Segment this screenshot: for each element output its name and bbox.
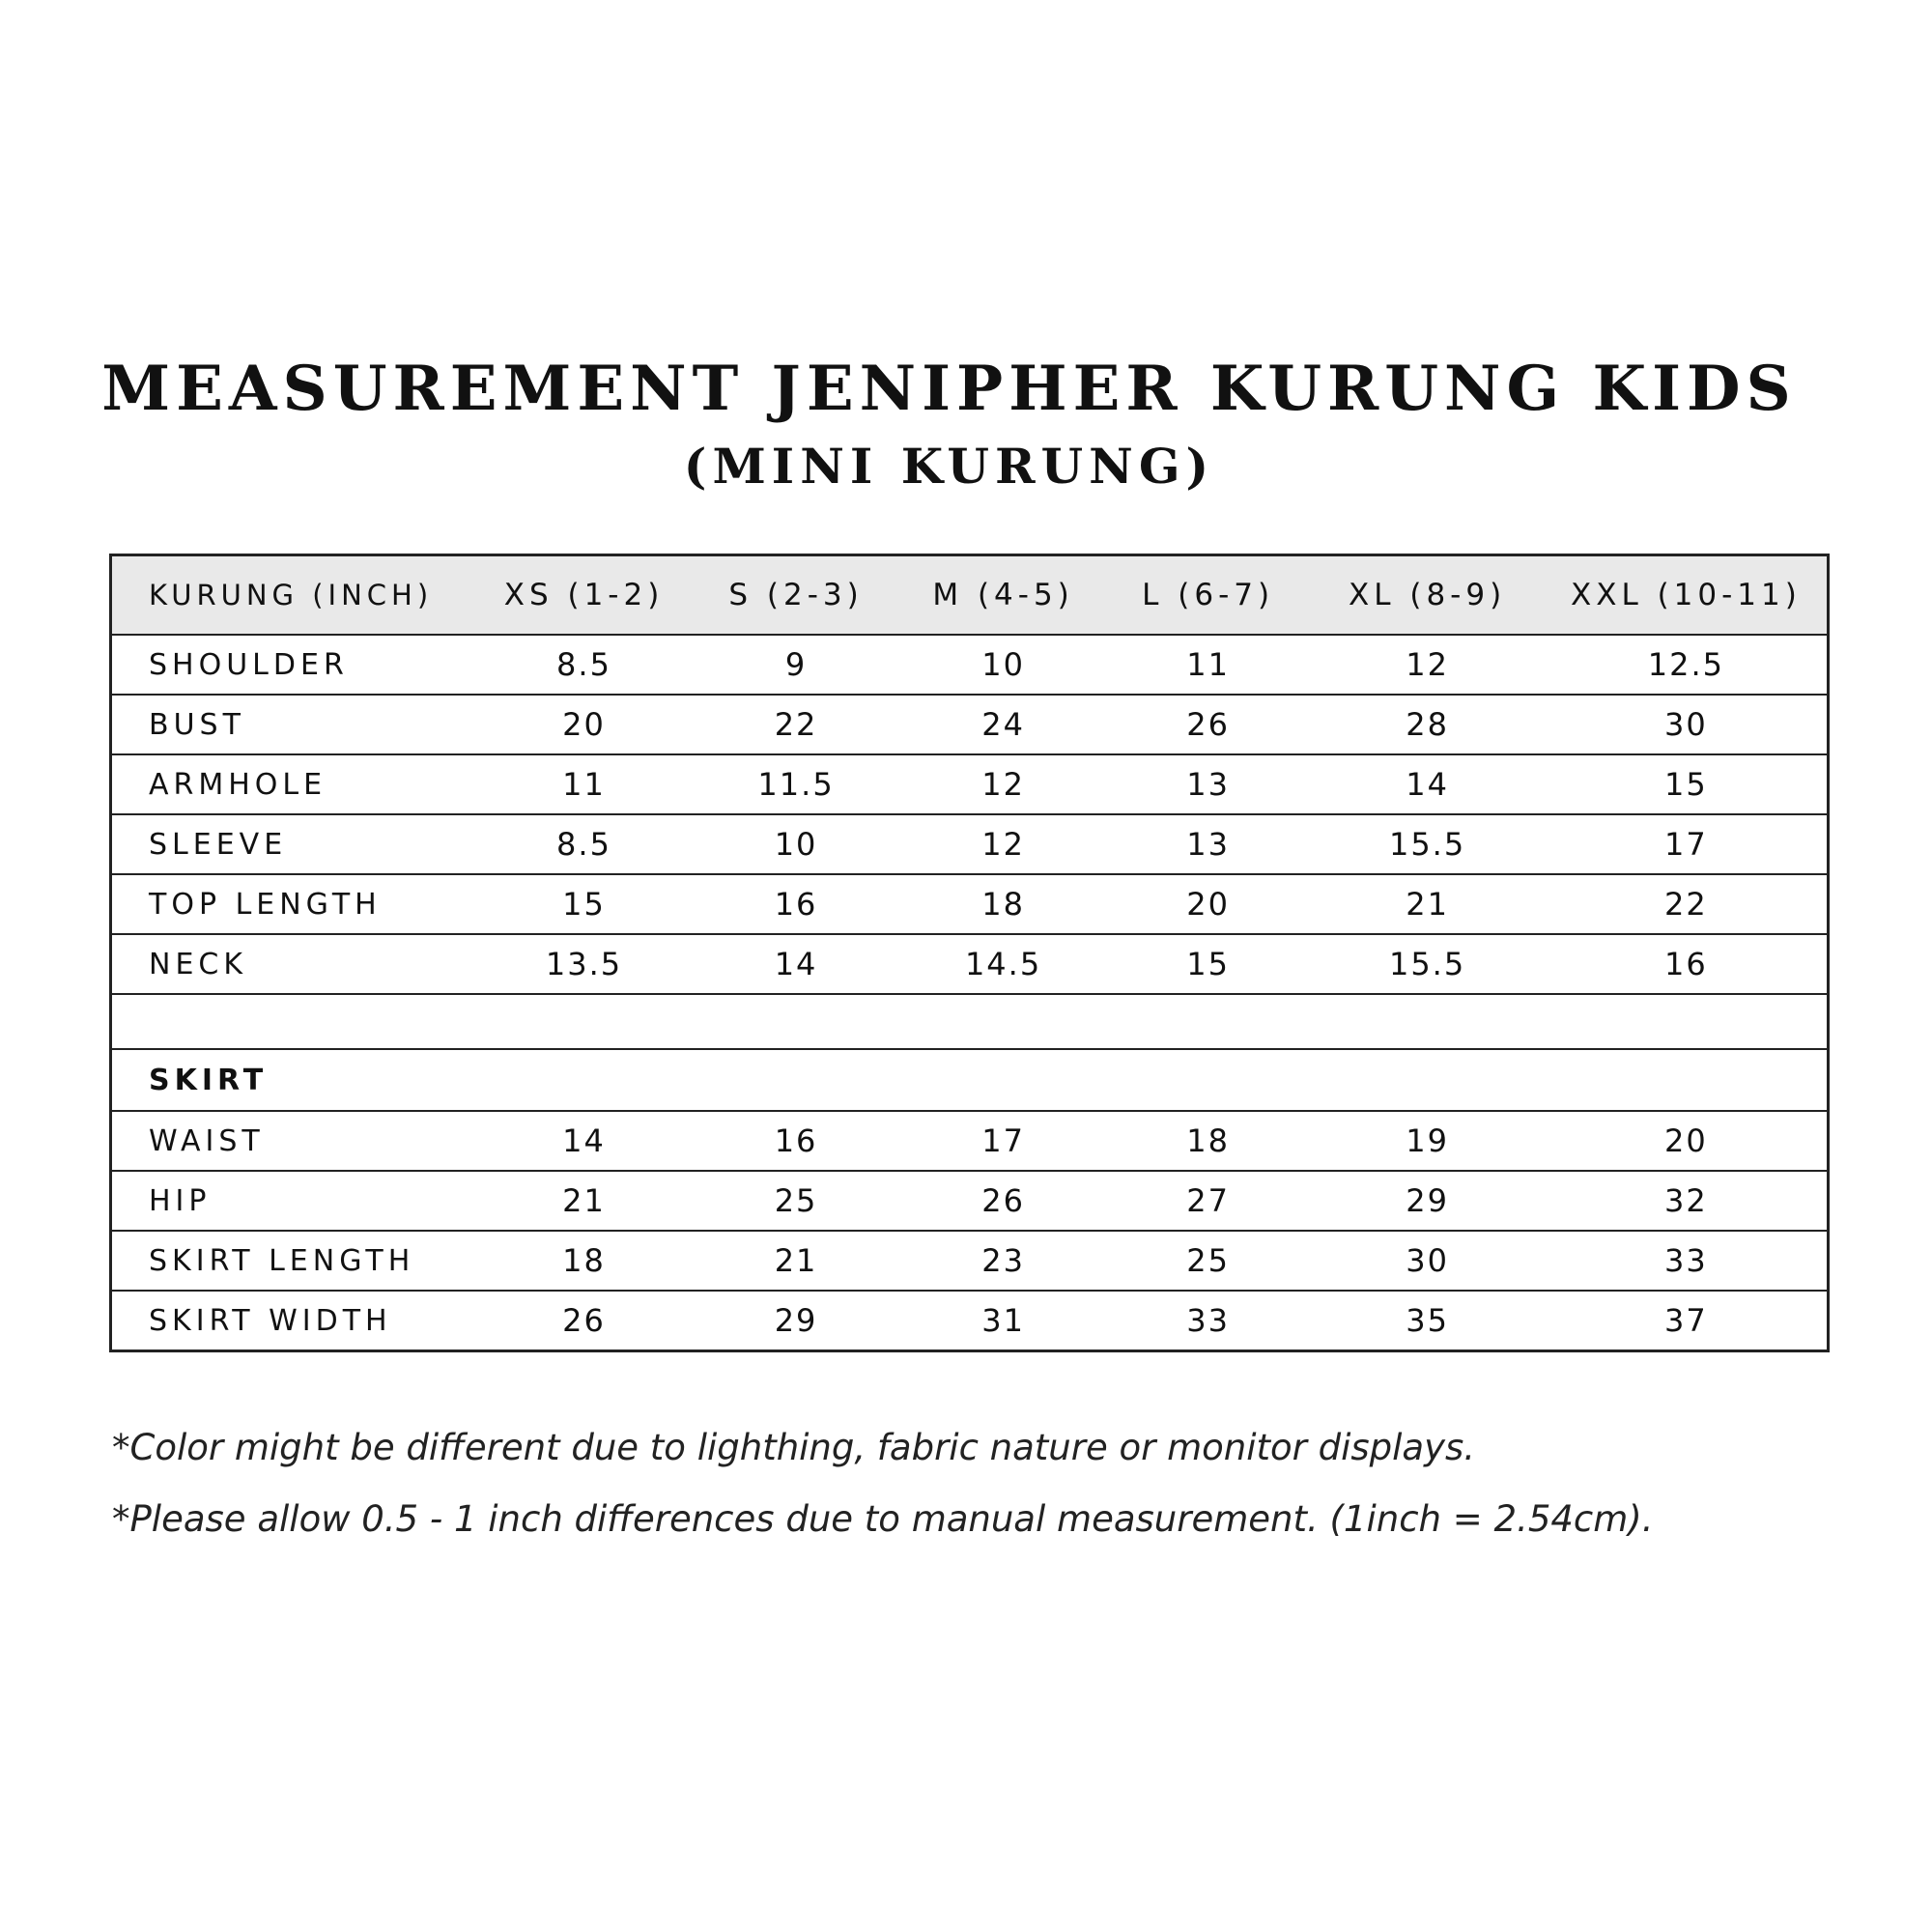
- section-header-row: [111, 1049, 1829, 1111]
- cell-value: 29: [1309, 1171, 1545, 1231]
- notes: [112, 1412, 1653, 1555]
- cell-value: 18: [475, 1231, 693, 1291]
- cell-value: 20: [1107, 874, 1310, 934]
- cell-value: 12.5: [1546, 635, 1829, 695]
- table-header-row: [111, 555, 1829, 636]
- page-title: MEASUREMENT JENIPHER KURUNG KIDS: [101, 353, 1797, 425]
- cell-value: 10: [899, 635, 1107, 695]
- header-size-m: M (4-5): [899, 555, 1107, 636]
- cell-value: 26: [899, 1171, 1107, 1231]
- cell-value: 11: [1107, 635, 1310, 695]
- cell-value: 30: [1309, 1231, 1545, 1291]
- cell-value: 8.5: [475, 635, 693, 695]
- cell-value: 15: [475, 874, 693, 934]
- cell-value: 30: [1546, 695, 1829, 754]
- row-label: ARMHOLE: [111, 754, 476, 814]
- cell-value: 15: [1107, 934, 1310, 994]
- section-label-skirt: SKIRT: [111, 1049, 1829, 1111]
- cell-value: 12: [899, 754, 1107, 814]
- cell-value: 17: [1546, 814, 1829, 874]
- cell-value: 15.5: [1309, 814, 1545, 874]
- row-label: SKIRT LENGTH: [111, 1231, 476, 1291]
- cell-value: 21: [1309, 874, 1545, 934]
- cell-value: 22: [1546, 874, 1829, 934]
- cell-value: 18: [1107, 1111, 1310, 1171]
- row-label: BUST: [111, 695, 476, 754]
- note-measurement-tolerance: *Please allow 0.5 - 1 inch differences due to manual measurement. (1inch = 2.54cm).: [112, 1498, 1654, 1540]
- table-row: [111, 874, 1829, 934]
- row-label: SLEEVE: [111, 814, 476, 874]
- row-label: SKIRT WIDTH: [111, 1291, 476, 1351]
- table-row: [111, 934, 1829, 994]
- table-row: [111, 1291, 1829, 1351]
- table-row: [111, 1111, 1829, 1171]
- table-row: [111, 1171, 1829, 1231]
- table-row: [111, 1231, 1829, 1291]
- cell-value: 13: [1107, 814, 1310, 874]
- cell-value: 27: [1107, 1171, 1310, 1231]
- cell-value: 12: [899, 814, 1107, 874]
- cell-value: 15: [1546, 754, 1829, 814]
- cell-value: 19: [1309, 1111, 1545, 1171]
- cell-value: 20: [475, 695, 693, 754]
- row-label: TOP LENGTH: [111, 874, 476, 934]
- header-size-xs: XS (1-2): [475, 555, 693, 636]
- table-row: [111, 814, 1829, 874]
- row-label: SHOULDER: [111, 635, 476, 695]
- cell-value: 20: [1546, 1111, 1829, 1171]
- cell-value: 33: [1107, 1291, 1310, 1351]
- cell-value: 14: [1309, 754, 1545, 814]
- cell-value: 31: [899, 1291, 1107, 1351]
- header-size-xl: XL (8-9): [1309, 555, 1545, 636]
- cell-value: 14: [693, 934, 900, 994]
- cell-value: 35: [1309, 1291, 1545, 1351]
- row-label: NECK: [111, 934, 476, 994]
- cell-value: 25: [1107, 1231, 1310, 1291]
- cell-value: 11: [475, 754, 693, 814]
- cell-value: 29: [693, 1291, 900, 1351]
- cell-value: 14.5: [899, 934, 1107, 994]
- cell-value: 9: [693, 635, 900, 695]
- cell-value: 15.5: [1309, 934, 1545, 994]
- cell-value: 28: [1309, 695, 1545, 754]
- header-size-s: S (2-3): [693, 555, 900, 636]
- blank-cell: [111, 994, 1829, 1049]
- cell-value: 12: [1309, 635, 1545, 695]
- cell-value: 26: [1107, 695, 1310, 754]
- cell-value: 17: [899, 1111, 1107, 1171]
- cell-value: 16: [693, 874, 900, 934]
- row-label: HIP: [111, 1171, 476, 1231]
- cell-value: 10: [693, 814, 900, 874]
- cell-value: 16: [693, 1111, 900, 1171]
- cell-value: 8.5: [475, 814, 693, 874]
- cell-value: 26: [475, 1291, 693, 1351]
- header-label-column: KURUNG (INCH): [111, 555, 476, 636]
- table-row: [111, 695, 1829, 754]
- cell-value: 23: [899, 1231, 1107, 1291]
- cell-value: 14: [475, 1111, 693, 1171]
- table-row: [111, 754, 1829, 814]
- size-chart-table: [109, 554, 1830, 1352]
- cell-value: 18: [899, 874, 1107, 934]
- row-label: WAIST: [111, 1111, 476, 1171]
- header-size-l: L (6-7): [1107, 555, 1310, 636]
- cell-value: 32: [1546, 1171, 1829, 1231]
- page-subtitle: (MINI KURUNG): [683, 438, 1215, 495]
- table-row: [111, 635, 1829, 695]
- cell-value: 25: [693, 1171, 900, 1231]
- cell-value: 13.5: [475, 934, 693, 994]
- cell-value: 13: [1107, 754, 1310, 814]
- cell-value: 22: [693, 695, 900, 754]
- cell-value: 33: [1546, 1231, 1829, 1291]
- note-color-disclaimer: *Color might be different due to lighthing, fabric nature or monitor displays.: [112, 1427, 1476, 1468]
- cell-value: 21: [475, 1171, 693, 1231]
- cell-value: 37: [1546, 1291, 1829, 1351]
- cell-value: 16: [1546, 934, 1829, 994]
- cell-value: 21: [693, 1231, 900, 1291]
- blank-row: [111, 994, 1829, 1049]
- header-size-xxl: XXL (10-11): [1546, 555, 1829, 636]
- cell-value: 11.5: [693, 754, 900, 814]
- cell-value: 24: [899, 695, 1107, 754]
